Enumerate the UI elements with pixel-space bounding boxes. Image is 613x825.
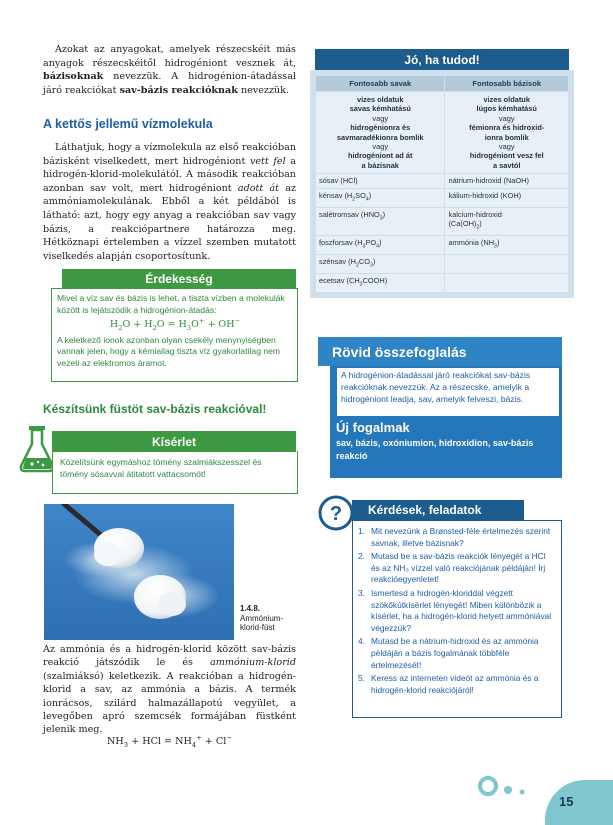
desc-line: vagy (498, 113, 515, 123)
col-savak: Fontosabb savak (316, 76, 445, 92)
question-text: Ismertesd a hidrogén-kloriddal végzett szökőkútkísérlet lényegét! Miben különbözik a kísérlet, ha a hidrogén-klorid helyett ammóniával végezzük? (371, 587, 552, 633)
acids-bases-table (315, 75, 569, 293)
question-text: Keress az interneten videót az ammónia és a hidrogén-klorid reakciójáról! (371, 673, 539, 695)
water-italic-2: adott át (237, 182, 280, 194)
question-number: 3. (358, 587, 365, 598)
desc-line: a savtól (492, 160, 521, 170)
table-row (316, 255, 569, 274)
desc-line: hidrogéniont ad át (347, 151, 413, 161)
acid-cell: kénsav $(H_2SO_4)$ (316, 188, 445, 207)
list-item (358, 588, 556, 634)
ammonium-chloride-smoke-photo (44, 504, 234, 640)
kiserlet-title: Kísérlet (52, 431, 296, 452)
intro-text-2: nevezzük. A hidrogénion-átadással járó reakciókat (43, 71, 296, 96)
summary-title: Rövid összefoglalás (318, 337, 562, 366)
desc-line: savmaradékionra bomlik (336, 132, 424, 142)
list-item (358, 673, 556, 696)
water-text-2: a hidrogén-klorid-molekulától. A második reakcióban azonban sav volt, mert hidrogéniont (43, 155, 297, 194)
jo-ha-tudod-title: Jó, ha tudod! (315, 49, 569, 70)
summary-text: A hidrogénion-átadással járó reakciókat sav-bázis reakcióknak nevezzük. Az a részecske, amelyik a hidrogéniont leadja, sav, amelyik felveszi, bázis. (341, 370, 531, 404)
svg-text:?: ? (329, 503, 343, 525)
erdekesseg-text-2: A keletkező ionok azonban olyan csekély menynyiségben vannak jelen, hogy a kémiailag tiszta víz gyakorlatilag nem vezeti az elektromos áramot. (57, 334, 281, 368)
base-cell: kalcium-hidroxid $(Ca(OH)_2)$ (445, 207, 569, 235)
question-text: Mutasd be a nátrium-hidroxid és az ammónia példáján a bázis fogalmának többféle értelmezését! (371, 636, 539, 670)
caption-line-2: klorid-füst (240, 623, 275, 632)
ammonia-hcl-equation: $NH_3$ + HCl = $NH_4^+ + Cl^-$ (107, 734, 232, 750)
question-mark-icon (318, 495, 354, 531)
term-bazis: bázisoknak (43, 71, 104, 83)
desc-line: vizes oldatuk (357, 95, 404, 104)
heading-vizmolekula: A kettős jellemű vízmolekula (43, 117, 213, 131)
desc-line: vagy (498, 142, 515, 152)
desc-line: hidrogéniont vesz fel (469, 151, 544, 161)
desc-line: ionra bomlik (484, 132, 529, 142)
acid-cell: sósav (HCl) (316, 174, 445, 189)
list-item (358, 636, 556, 671)
acid-description (316, 92, 445, 174)
erdekesseg-title: Érdekesség (62, 269, 296, 289)
erdekesseg-text-1: Mivel a víz sav és bázis is lehet, a tiszta vízben a molekulák között is lejátszódik a hidrogénion-átadás: (57, 293, 285, 315)
caption-number: 1.4.8. (240, 604, 261, 613)
table-row (316, 236, 569, 255)
base-cell (445, 274, 569, 293)
base-description (445, 92, 569, 174)
kiserlet-text: Közelítsünk egymáshoz tömény szalmiákszesszel és tömény sósavval átitatott vattacsomót! (60, 457, 262, 479)
table-row (316, 207, 569, 235)
ammonia-text-1: Az ammónia és a hidrogén-klorid között sav-bázis reakció játszódik le és (43, 644, 296, 669)
water-italic-1: vett fel (249, 155, 286, 167)
acid-cell: salétromsav $(HNO_3)$ (316, 207, 445, 235)
questions-list (358, 526, 556, 698)
list-item (358, 526, 556, 549)
desc-line: vagy (372, 113, 389, 123)
list-item (358, 551, 556, 586)
decorative-dots-icon (478, 768, 548, 798)
term-sav-bazis: sav-bázis reakcióknak (119, 84, 238, 96)
new-concepts-title: Új fogalmak (336, 420, 410, 435)
intro-text-3: nevezzük. (237, 84, 290, 96)
base-cell: kálium-hidroxid (KOH) (445, 188, 569, 207)
desc-line: a bázisnak (361, 160, 399, 170)
question-number: 1. (358, 526, 365, 536)
page-number: 15 (559, 794, 574, 809)
question-text: Mit nevezünk a Brønsted-féle értelmezés szerint savnak, illetve bázisnak? (371, 526, 551, 548)
photo-caption (240, 604, 283, 633)
question-number: 4. (358, 636, 365, 647)
intro-text-1: Azokat az anyagokat, amelyek részecskéit más anyagok részecskéitől hidrogéniont vesznek át, (43, 44, 296, 69)
base-cell: ammónia $(NH_3)$ (445, 236, 569, 255)
acid-cell: ecetsav $(CH_3COOH)$ (316, 274, 445, 293)
desc-line: vagy (372, 142, 389, 152)
desc-line: fémionra és hidroxid- (469, 123, 545, 133)
question-number: 2. (358, 551, 365, 562)
table-row (316, 188, 569, 207)
acid-cell: szénsav $(H_2CO_3)$ (316, 255, 445, 274)
table-header-row (316, 76, 569, 92)
water-paragraph (43, 141, 296, 263)
base-cell: nátrium-hidroxid (NaOH) (445, 174, 569, 189)
acid-cell: foszforsav $(H_3PO_4)$ (316, 236, 445, 255)
caption-line-1: Ammónium- (240, 613, 284, 623)
intro-paragraph (43, 43, 296, 97)
ammonia-paragraph (43, 643, 296, 737)
table-row (316, 174, 569, 189)
erdekesseg-text (57, 293, 293, 369)
new-concepts-text: sav, bázis, oxóniumion, hidroxidion, sav-bázis reakció (336, 438, 534, 461)
question-number: 5. (358, 673, 365, 684)
page-number-tab (545, 780, 613, 825)
table-row (316, 274, 569, 293)
desc-line: savas kémhatású (349, 104, 411, 114)
questions-title: Kérdések, feladatok (352, 500, 524, 520)
ammonia-text-2: (szalmiáksó) keletkezik. A reakcióban a hidrogén-klorid a sav, az ammónia a bázis. A termék ionrácsos, szilárd halmazállapotú vegyület, a levegőben apró szemcsék formájában füstként jelenik meg. (43, 670, 296, 736)
desc-line: lúgos kémhatású (476, 104, 537, 114)
flask-icon (18, 424, 56, 474)
desc-line: hidrogénionra és (350, 123, 411, 133)
table-desc-row (316, 92, 569, 174)
water-text-3: az ammóniamolekulának. Ebből a két példából is látható: azt, hogy egy anyag a reakcióban sav vagy bázis, a reakciópartnere határozza meg. Hétköznapi értelemben a vízzel szemben mutatott viselkedés alapján csoportosítunk. (43, 182, 296, 262)
question-text: Mutasd be a sav-bázis reakciók lényegét a HCl és az NH₃ vízzel való reakciójának példáján! Írj reakcióegyenletet! (371, 551, 546, 585)
heading-fust: Készítsünk füstöt sav-bázis reakcióval! (43, 402, 267, 416)
col-bazisok: Fontosabb bázisok (445, 76, 569, 92)
ammonia-italic: ammónium-klorid (210, 657, 296, 669)
base-cell (445, 255, 569, 274)
desc-line: vizes oldatuk (483, 95, 530, 104)
water-autoprotolysis-equation: $H_2O + H_2O = H_3O^+ + OH^-$ (109, 317, 241, 333)
water-text-1: Láthatjuk, hogy a vízmolekula az első reakcióban bázisként viselkedett, mert hidrogéniont (43, 142, 296, 167)
